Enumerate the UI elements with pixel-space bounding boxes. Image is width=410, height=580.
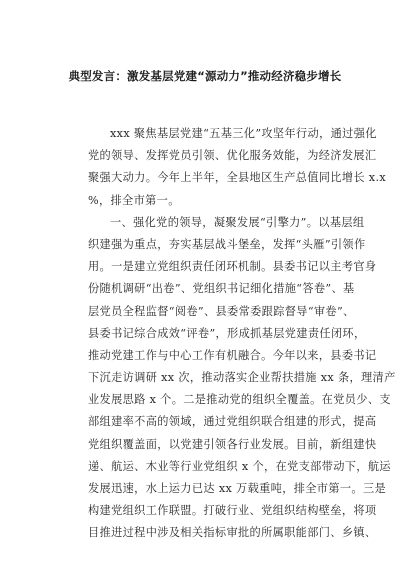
paragraph-line: 目推进过程中涉及相关指标审批的所属职能部门、乡镇、	[88, 526, 377, 540]
paragraph-line: 党的领导、发挥党员引领、优化服务效能，为经济发展汇	[88, 149, 377, 163]
document-body	[88, 123, 396, 545]
paragraph-line: 用。一是建立党组织责任闭环机制。县委书记以主考官身	[88, 260, 377, 274]
paragraph-line: 层党员全程监督“阅卷”、县委常委跟踪督导“审卷”、	[88, 304, 355, 318]
paragraph-line: 业发展思路 x 个。二是推动党的组织全覆盖。在党员少、支	[88, 393, 391, 407]
paragraph-line: 县委书记综合成效“评卷”，形成抓基层党建责任闭环，	[88, 326, 366, 340]
document-title: 典型发言：激发基层党建“源动力”推动经济稳步增长	[68, 69, 342, 83]
paragraph-line: 构建党组织工作联盟。打破行业、党组织结构壁垒，将项	[88, 504, 377, 518]
paragraph-line: 下沉走访调研 xx 次，推动落实企业帮扶措施 xx 条，理清产	[88, 371, 396, 385]
paragraph-line: 推动党建工作与中心工作有机融合。今年以来，县委书记	[88, 348, 377, 362]
paragraph-line: %，排全市第一。	[88, 193, 180, 207]
paragraph-line: 党组织覆盖面，以党建引领各行业发展。目前，新组建快	[88, 437, 377, 451]
paragraph-line: 份随机调研“出卷”、党组织书记细化措施“答卷”、基	[88, 282, 355, 296]
paragraph-line: 部组建率不高的领域，通过党组织联合组建的形式，提高	[88, 415, 377, 429]
paragraph-line: xxx 聚焦基层党建“五基三化”攻坚年行动，通过强化	[110, 127, 377, 140]
paragraph-line: 织建强为重点，夯实基层战斗堡垒，发挥“头雁”引领作	[88, 237, 366, 251]
paragraph-line: 聚强大动力。今年上半年，全县地区生产总值同比增长 x.x	[88, 171, 387, 185]
paragraph-line: 发展迅速，水上运力已达 xx 万载重吨，排全市第一。三是	[88, 482, 387, 495]
paragraph-line: 递、航运、木业等行业党组织 x 个，在党支部带动下，航运	[88, 459, 391, 473]
paragraph-line: 一、强化党的领导，凝聚发展“引擎力”。以基层组	[110, 215, 365, 229]
